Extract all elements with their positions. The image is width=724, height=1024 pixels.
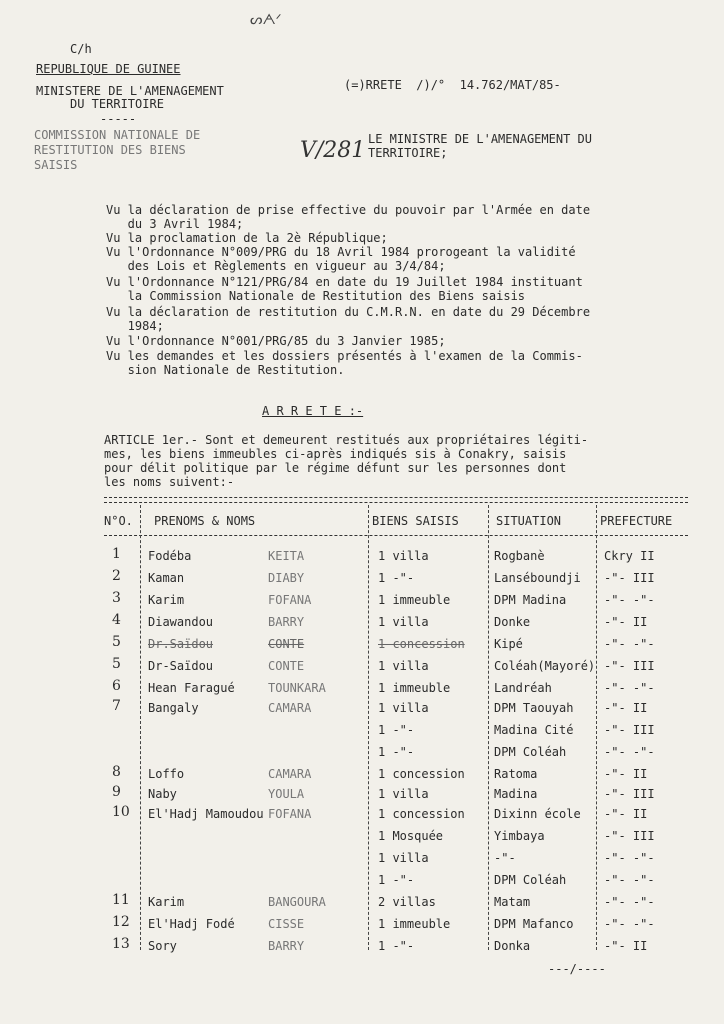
vu-line: Vu la proclamation de la 2è République; [106, 231, 388, 245]
table-cell-situation: Donke [494, 615, 531, 629]
table-cell-bien: 1 villa [378, 787, 429, 801]
article-line: ARTICLE 1er.- Sont et demeurent restitués aux propriétaires légiti- [104, 433, 589, 447]
table-cell-bien: 1 -"- [378, 873, 415, 887]
table-cell-situation: DPM Madina [494, 593, 567, 607]
table-cell-situation: Lanséboundji [494, 571, 581, 585]
table-rule-top-2 [104, 502, 688, 503]
table-cell-prefecture: -"- II [604, 701, 648, 715]
table-cell-bien: 1 villa [378, 659, 429, 673]
table-cell-bien: 1 immeuble [378, 681, 451, 695]
col-divider [140, 505, 141, 950]
table-cell-bien: 1 villa [378, 851, 429, 865]
minister-line-2: TERRITOIRE; [368, 146, 448, 160]
table-cell-no: 10 [112, 804, 130, 820]
table-cell-situation: -"- [494, 851, 516, 865]
commission-line-1: COMMISSION NATIONALE DE [34, 128, 201, 142]
table-cell-prefecture: -"- -"- [604, 681, 655, 695]
vu-line: sion Nationale de Restitution. [106, 363, 345, 377]
table-cell-nom: TOUNKARA [268, 681, 326, 695]
table-cell-situation: Yimbaya [494, 829, 545, 843]
table-cell-no: 4 [112, 612, 121, 628]
table-cell-prenom: Karim [148, 895, 185, 909]
vu-line: Vu l'Ordonnance N°121/PRG/84 en date du 19 Juillet 1984 instituant [106, 275, 583, 289]
table-cell-bien: 1 villa [378, 549, 429, 563]
table-cell-situation: DPM Taouyah [494, 701, 574, 715]
header-republique: REPUBLIQUE DE GUINEE [36, 62, 181, 76]
table-cell-nom: YOULA [268, 787, 305, 801]
table-cell-prenom: Dr.Saïdou [148, 637, 214, 651]
vu-line: du 3 Avril 1984; [106, 217, 244, 231]
table-cell-no: 3 [112, 590, 121, 606]
table-rule-top [104, 497, 688, 498]
table-cell-bien: 1 -"- [378, 723, 415, 737]
table-cell-situation: DPM Coléah [494, 873, 567, 887]
col-header-names: PRENOMS & NOMS [154, 514, 256, 528]
table-cell-prenom: Diawandou [148, 615, 214, 629]
table-cell-prefecture: -"- III [604, 659, 655, 673]
article-line: pour délit politique par le régime défunt sur les personnes dont [104, 461, 567, 475]
vu-line: Vu l'Ordonnance N°001/PRG/85 du 3 Janvier 1985; [106, 334, 446, 348]
table-cell-situation: Coléah(Mayoré) [494, 659, 596, 673]
header-ministere: MINISTERE DE L'AMENAGEMENT [36, 84, 224, 98]
table-cell-prenom: Karim [148, 593, 185, 607]
table-cell-situation: Landréah [494, 681, 552, 695]
table-cell-situation: Rogbanè [494, 549, 545, 563]
table-cell-prefecture: -"- III [604, 571, 655, 585]
col-header-no: N°O. [104, 514, 133, 528]
minister-line-1: LE MINISTRE DE L'AMENAGEMENT DU [368, 132, 592, 146]
table-cell-bien: 1 immeuble [378, 917, 451, 931]
table-cell-prefecture: -"- II [604, 939, 648, 953]
ref-code: C/h [70, 42, 92, 56]
table-cell-bien: 1 Mosquée [378, 829, 444, 843]
table-cell-prenom: Dr-Saïdou [148, 659, 214, 673]
table-cell-situation: Madina [494, 787, 538, 801]
top-scribble: ᔕᗅᐟ [250, 12, 282, 28]
table-cell-prefecture: -"- II [604, 807, 648, 821]
handwritten-mark: V/281 [300, 138, 366, 163]
table-cell-nom: BARRY [268, 939, 305, 953]
table-cell-nom: DIABY [268, 571, 305, 585]
table-cell-prenom: Bangaly [148, 701, 199, 715]
table-cell-no: 1 [112, 546, 121, 562]
vu-line: Vu la déclaration de prise effective du pouvoir par l'Armée en date [106, 203, 591, 217]
table-cell-bien: 1 -"- [378, 571, 415, 585]
header-separator: ----- [100, 112, 137, 126]
table-cell-nom: CAMARA [268, 767, 312, 781]
table-cell-prefecture: -"- -"- [604, 895, 655, 909]
arrete-reference: (=)RRETE /)/° 14.762/MAT/85- [344, 78, 561, 92]
table-cell-prefecture: -"- II [604, 767, 648, 781]
table-cell-prefecture: -"- -"- [604, 851, 655, 865]
article-line: les noms suivent:- [104, 475, 235, 489]
vu-line: des Lois et Règlements en vigueur au 3/4/84; [106, 259, 446, 273]
col-divider [596, 505, 597, 950]
commission-line-2: RESTITUTION DES BIENS [34, 143, 186, 157]
table-cell-nom: BANGOURA [268, 895, 326, 909]
table-cell-prenom: Sory [148, 939, 177, 953]
table-cell-no: 8 [112, 764, 121, 780]
col-divider [368, 505, 369, 950]
table-cell-prenom: El'Hadj Mamoudou [148, 807, 264, 821]
table-cell-no: 6 [112, 678, 121, 694]
col-header-prefecture: PREFECTURE [600, 514, 673, 528]
table-cell-nom: BARRY [268, 615, 305, 629]
table-cell-nom: CONTE [268, 659, 305, 673]
table-cell-no: 2 [112, 568, 121, 584]
table-cell-prefecture: -"- -"- [604, 873, 655, 887]
table-cell-prefecture: Ckry II [604, 549, 655, 563]
table-cell-prefecture: -"- III [604, 829, 655, 843]
vu-line: la Commission Nationale de Restitution des Biens saisis [106, 289, 526, 303]
table-cell-situation: Matam [494, 895, 531, 909]
table-cell-bien: 1 concession [378, 767, 465, 781]
table-cell-nom: CISSE [268, 917, 305, 931]
table-cell-nom: CAMARA [268, 701, 312, 715]
vu-line: Vu l'Ordonnance N°009/PRG du 18 Avril 1984 prorogeant la validité [106, 245, 576, 259]
arrete-title: A R R E T E :- [262, 404, 364, 418]
table-cell-prenom: Kaman [148, 571, 185, 585]
table-cell-situation: DPM Mafanco [494, 917, 574, 931]
table-cell-no: 9 [112, 784, 121, 800]
table-cell-prenom: El'Hadj Fodé [148, 917, 235, 931]
table-cell-situation: Ratoma [494, 767, 538, 781]
table-cell-no: 12 [112, 914, 130, 930]
vu-line: 1984; [106, 319, 164, 333]
col-divider [488, 505, 489, 950]
table-cell-no: 13 [112, 936, 130, 952]
table-cell-situation: Kipé [494, 637, 523, 651]
table-cell-bien: 1 -"- [378, 939, 415, 953]
table-cell-prenom: Naby [148, 787, 177, 801]
col-header-biens: BIENS SAISIS [372, 514, 459, 528]
table-cell-bien: 1 concession [378, 807, 465, 821]
table-cell-bien: 1 concession [378, 637, 465, 651]
table-cell-situation: Madina Cité [494, 723, 574, 737]
table-cell-prefecture: -"- -"- [604, 593, 655, 607]
table-cell-no: 5 [112, 656, 121, 672]
table-rule-header [104, 535, 688, 536]
table-cell-nom: KEITA [268, 549, 305, 563]
table-cell-prenom: Loffo [148, 767, 185, 781]
table-cell-nom: CONTE [268, 637, 305, 651]
table-cell-prefecture: -"- III [604, 787, 655, 801]
table-cell-prenom: Fodéba [148, 549, 192, 563]
table-cell-situation: DPM Coléah [494, 745, 567, 759]
table-cell-prefecture: -"- III [604, 723, 655, 737]
table-cell-no: 5 [112, 634, 121, 650]
table-cell-bien: 1 -"- [378, 745, 415, 759]
table-cell-situation: Donka [494, 939, 531, 953]
table-cell-bien: 1 immeuble [378, 593, 451, 607]
table-cell-prefecture: -"- -"- [604, 637, 655, 651]
table-cell-situation: Dixinn école [494, 807, 581, 821]
continuation-mark: ---/---- [548, 962, 606, 976]
table-cell-prenom: Hean Faragué [148, 681, 235, 695]
table-cell-nom: FOFANA [268, 807, 312, 821]
header-territoire: DU TERRITOIRE [70, 97, 164, 111]
table-cell-prefecture: -"- II [604, 615, 648, 629]
commission-line-3: SAISIS [34, 158, 78, 172]
table-cell-bien: 1 villa [378, 701, 429, 715]
table-cell-bien: 1 villa [378, 615, 429, 629]
col-header-situation: SITUATION [496, 514, 562, 528]
table-cell-prefecture: -"- -"- [604, 745, 655, 759]
table-cell-no: 11 [112, 892, 130, 908]
article-line: mes, les biens immeubles ci-après indiqués sis à Conakry, saisis [104, 447, 567, 461]
table-cell-bien: 2 villas [378, 895, 436, 909]
vu-line: Vu les demandes et les dossiers présentés à l'examen de la Commis- [106, 349, 583, 363]
vu-line: Vu la déclaration de restitution du C.M.R.N. en date du 29 Décembre [106, 305, 591, 319]
table-cell-prefecture: -"- -"- [604, 917, 655, 931]
table-cell-nom: FOFANA [268, 593, 312, 607]
table-cell-no: 7 [112, 698, 121, 714]
